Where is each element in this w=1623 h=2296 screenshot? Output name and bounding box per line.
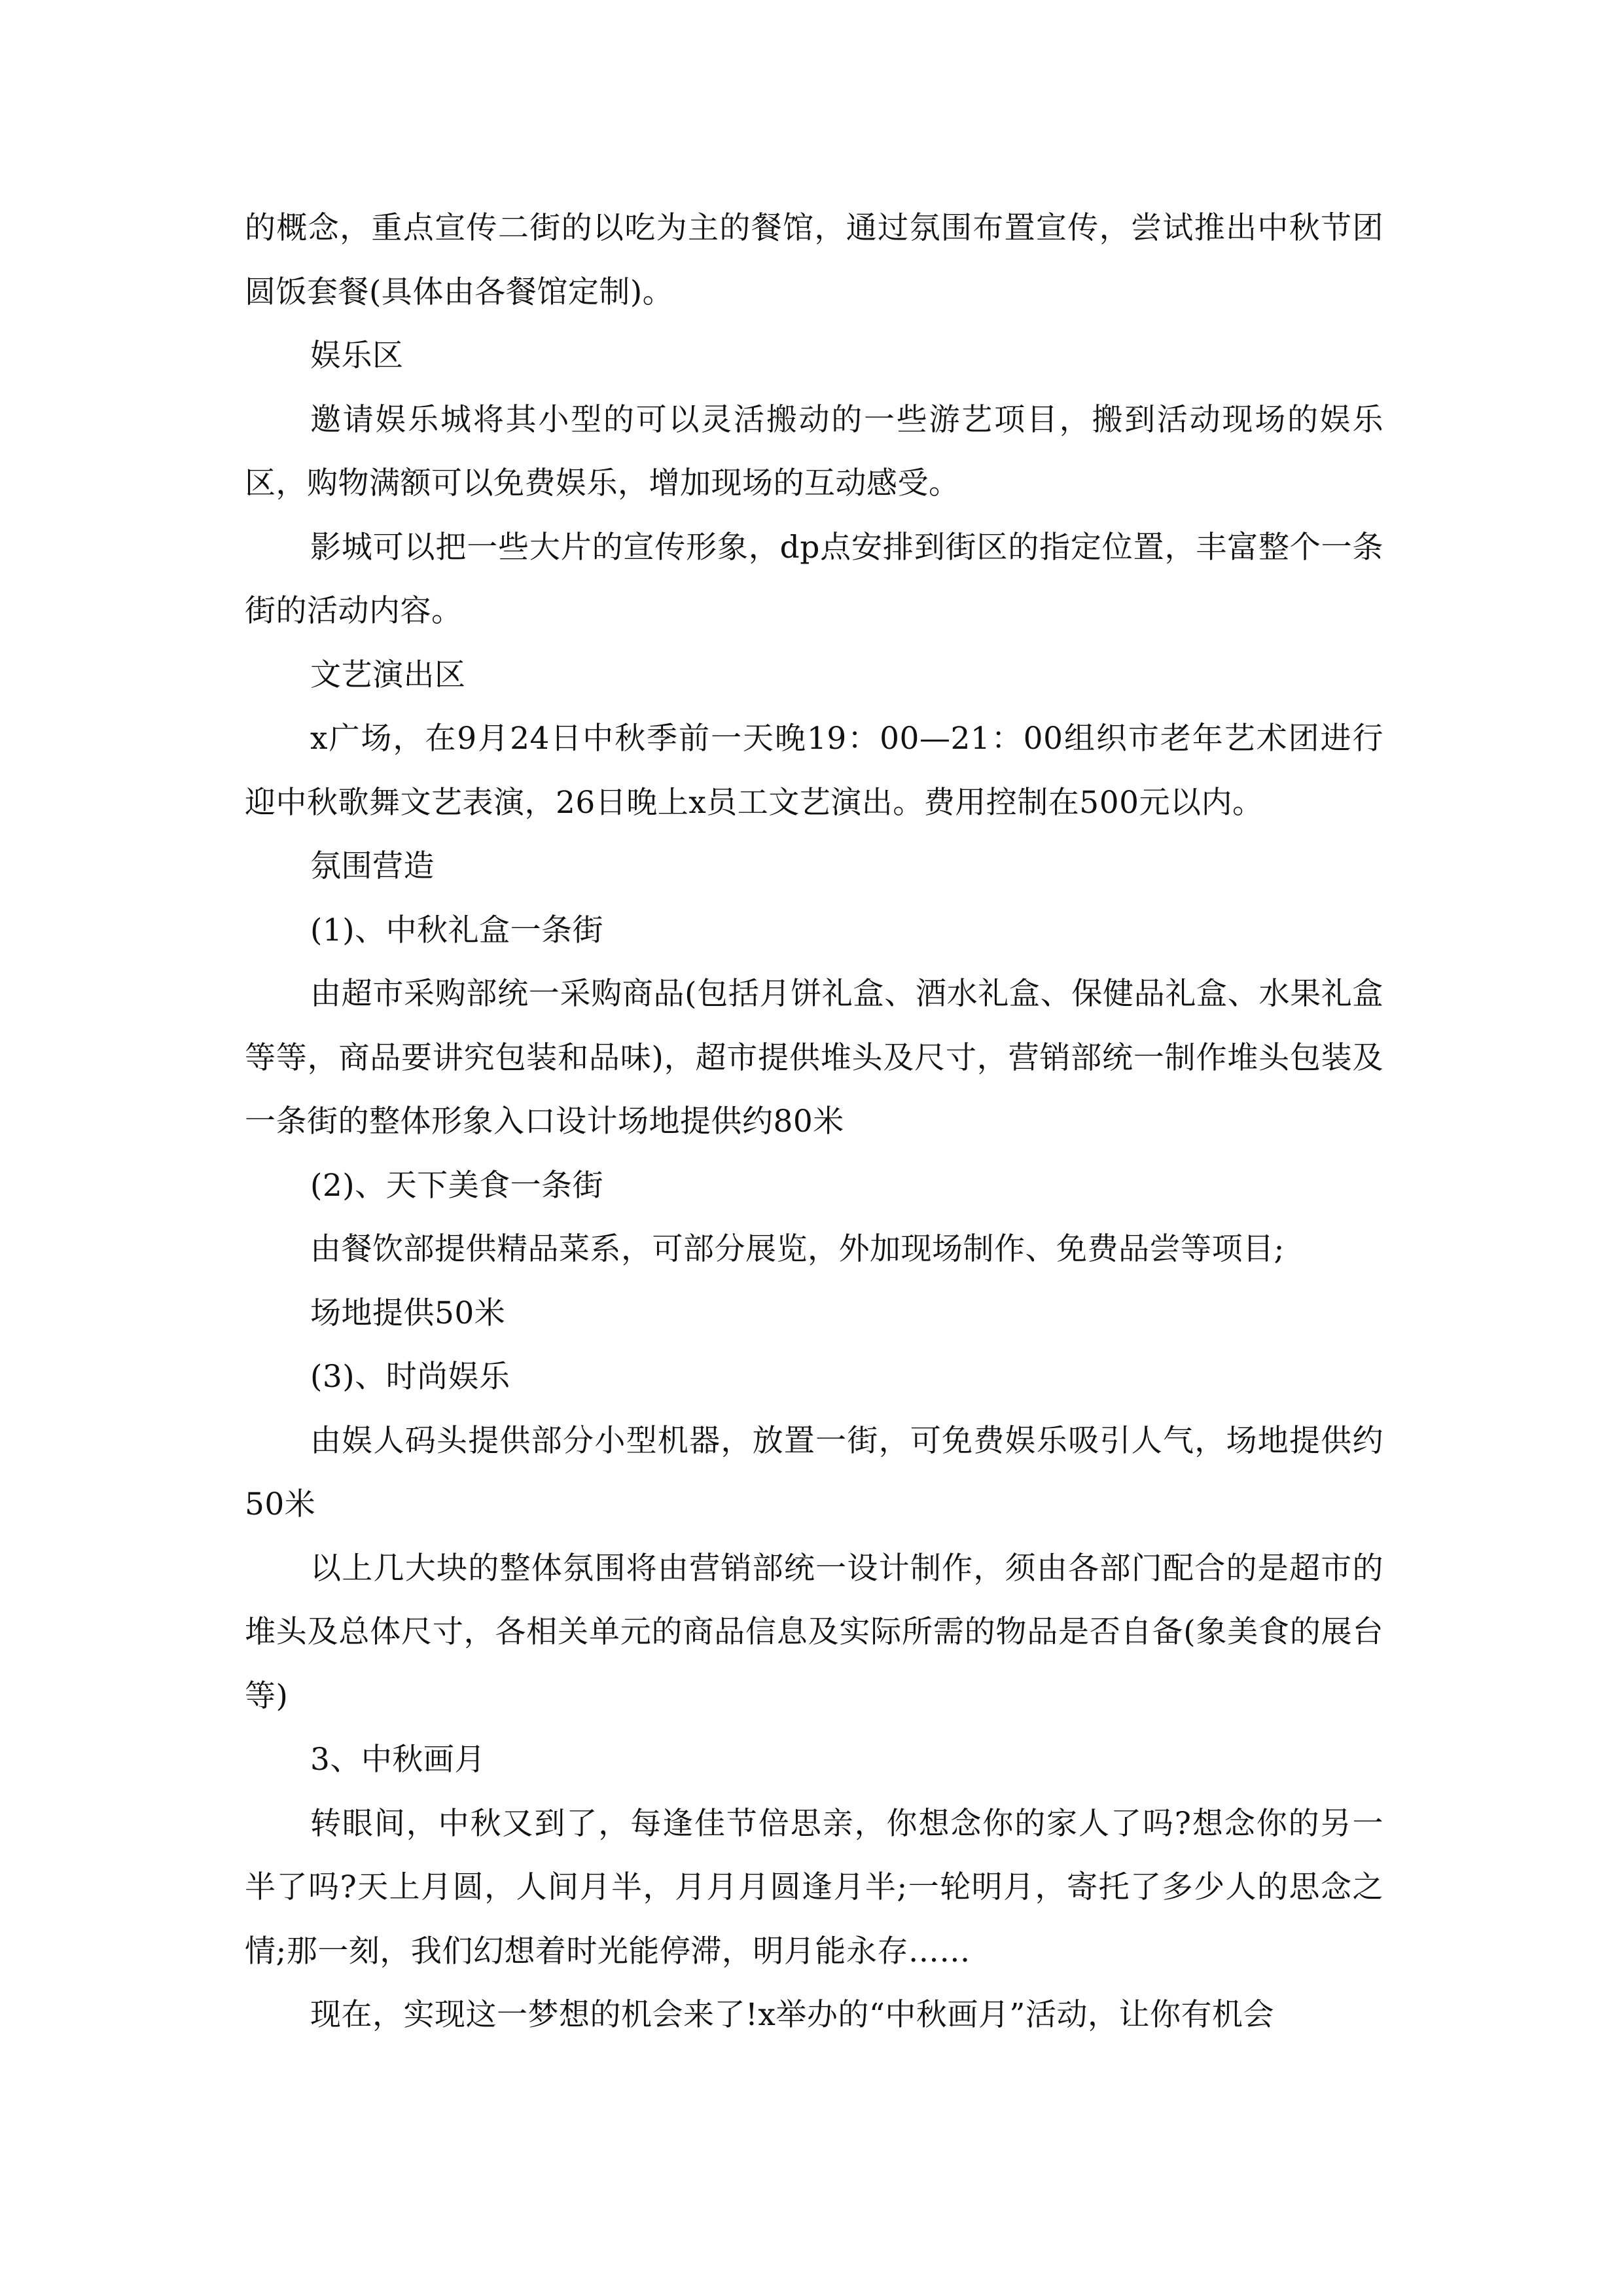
paragraph-food-space: 场地提供50米	[310, 1295, 506, 1331]
paragraph-mid-autumn-intro: 转眼间，中秋又到了，每逢佳节倍思亲，你想念你的家人了吗?想念你的另一半了吗?天上月圆，人间月半，月月月圆逢月半;一轮明月，寄托了多少人的思念之情;那一刻，我们幻想着时光能停滞，明月能永存……	[245, 1805, 1383, 1969]
document-body	[245, 196, 1383, 2047]
paragraph-performance: x广场，在9月24日中秋季前一天晚19：00—21：00组织市老年艺术团进行迎中秋歌舞文艺表演，26日晚上x员工文艺演出。费用控制在500元以内。	[245, 721, 1383, 821]
section-heading-mid-autumn-painting: 3、中秋画月	[310, 1742, 486, 1778]
paragraph-fashion-entertainment: 由娱人码头提供部分小型机器，放置一街，可免费娱乐吸引人气，场地提供约50米	[245, 1422, 1383, 1522]
paragraph-entertainment: 邀请娱乐城将其小型的可以灵活搬动的一些游艺项目，搬到活动现场的娱乐区，购物满额可以免费娱乐，增加现场的互动感受。	[245, 401, 1383, 501]
paragraph-opportunity: 现在，实现这一梦想的机会来了!x举办的“中秋画月”活动，让你有机会	[310, 1997, 1274, 2033]
section-heading-performance-zone: 文艺演出区	[310, 656, 466, 693]
paragraph-cinema: 影城可以把一些大片的宣传形象，dp点安排到街区的指定位置，丰富整个一条街的活动内容。	[245, 529, 1383, 629]
paragraph-food: 由餐饮部提供精品菜系，可部分展览，外加现场制作、免费品尝等项目;	[310, 1231, 1285, 1267]
paragraph-1: 的概念，重点宣传二街的以吃为主的餐馆，通过氛围布置宣传，尝试推出中秋节团圆饭套餐(具体由各餐馆定制)。	[245, 210, 1383, 310]
section-heading-atmosphere: 氛围营造	[310, 848, 435, 884]
subheading-gift-box-street: (1)、中秋礼盒一条街	[310, 912, 604, 948]
paragraph-gift-box: 由超市采购部统一采购商品(包括月饼礼盒、酒水礼盒、保健品礼盒、水果礼盒等等，商品要讲究包装和品味)，超市提供堆头及尺寸，营销部统一制作堆头包装及一条街的整体形象入口设计场地提供约80米	[245, 976, 1383, 1139]
section-heading-entertainment-zone: 娱乐区	[310, 338, 404, 374]
paragraph-overall-atmosphere: 以上几大块的整体氛围将由营销部统一设计制作，须由各部门配合的是超市的堆头及总体尺寸，各相关单元的商品信息及实际所需的物品是否自备(象美食的展台等)	[245, 1550, 1383, 1714]
subheading-fashion-entertainment: (3)、时尚娱乐	[310, 1359, 510, 1395]
subheading-food-street: (2)、天下美食一条街	[310, 1167, 604, 1204]
